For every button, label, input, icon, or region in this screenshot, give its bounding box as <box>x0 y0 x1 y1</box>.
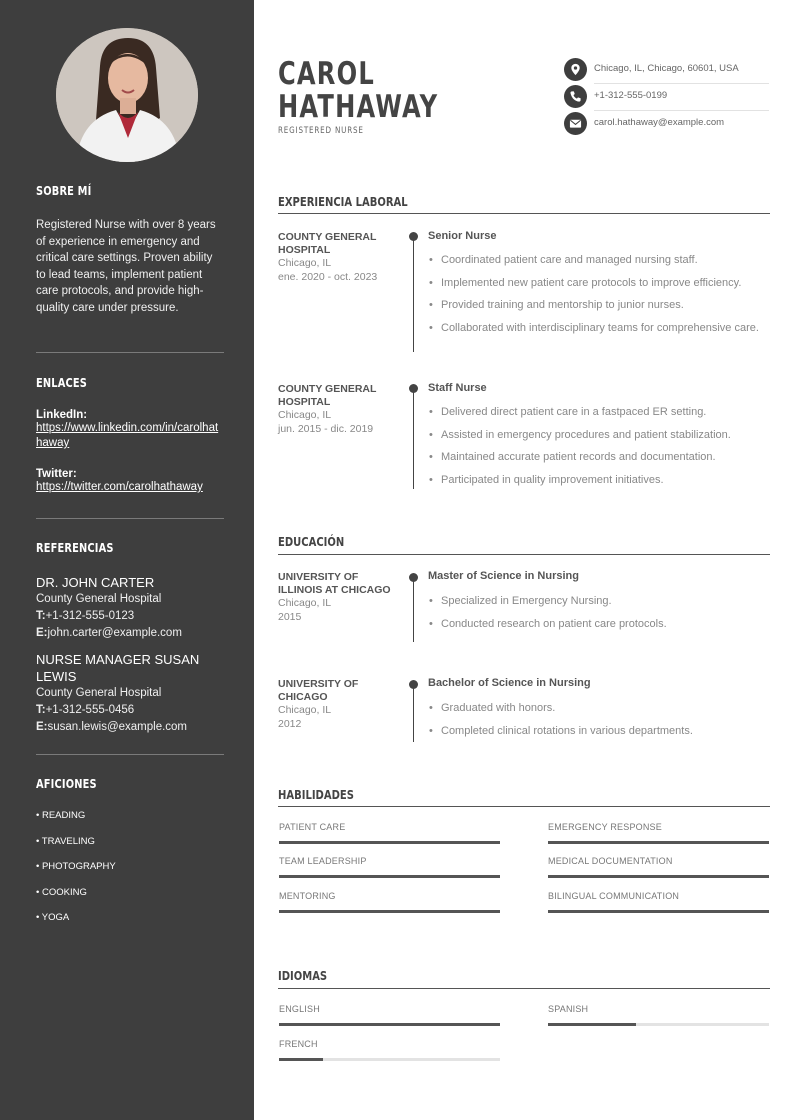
about-section <box>36 184 224 198</box>
reference-name: NURSE MANAGER SUSAN LEWIS <box>36 652 200 684</box>
skill-fill <box>548 875 769 878</box>
language-name: SPANISH <box>548 1004 589 1014</box>
language-fill <box>548 1023 636 1026</box>
skill-name: EMERGENCY RESPONSE <box>548 822 662 832</box>
twitter-label: Twitter: <box>36 468 77 480</box>
last-name: HATHAWAY <box>278 89 439 125</box>
language-track <box>279 1058 500 1061</box>
job-dates: jun. 2015 - dic. 2019 <box>278 422 374 435</box>
references-heading: REFERENCIAS <box>36 541 114 555</box>
section-rule <box>278 213 770 214</box>
reference-email-value: susan.lewis@example.com <box>47 721 188 733</box>
linkedin-url[interactable]: https://www.linkedin.com/in/carolhathaway <box>36 422 219 449</box>
job-title-senior: Senior Nurse <box>428 230 497 242</box>
email-prefix: E: <box>36 721 48 733</box>
skill-name: MENTORING <box>279 891 336 901</box>
about-text: Registered Nurse with over 8 years of experience in emergency and critical care settings. Proven ability to lead teams, implement patient care protocols, and provide high-quality care under pressure. <box>36 219 216 314</box>
job-bullets <box>428 253 773 343</box>
references-heading-wrap <box>36 541 224 555</box>
skill-track <box>279 910 500 913</box>
hobbies-list <box>36 803 224 931</box>
location-pin-icon <box>564 58 587 81</box>
experience-org <box>278 231 396 284</box>
skill-name: PATIENT CARE <box>279 822 346 832</box>
reference-phone <box>36 608 224 625</box>
first-name: CAROL <box>278 56 375 92</box>
bullet-item: • Participated in quality improvement initiatives. <box>428 473 773 488</box>
education-org <box>278 678 396 731</box>
job-bullets <box>428 405 773 495</box>
degree-title: Bachelor of Science in Nursing <box>428 677 591 689</box>
about-heading: SOBRE MÍ <box>36 184 92 198</box>
timeline-line <box>413 236 414 352</box>
bullet-item: • Assisted in emergency procedures and patient stabilization. <box>428 428 773 443</box>
job-dates: ene. 2020 - oct. 2023 <box>278 270 378 283</box>
degree-title: Master of Science in Nursing <box>428 570 579 582</box>
contact-divider <box>594 83 769 84</box>
skill-track <box>548 841 769 844</box>
reference-email <box>36 719 224 736</box>
hobbies-heading-wrap <box>36 777 224 791</box>
links-heading-wrap <box>36 376 224 390</box>
org-location: Chicago, IL <box>278 257 332 269</box>
skill-fill <box>279 875 500 878</box>
timeline-line <box>413 577 414 642</box>
reference-item <box>36 574 224 642</box>
bullet-item: • Specialized in Emergency Nursing. <box>428 594 773 609</box>
timeline-line <box>413 388 414 489</box>
skill-item <box>279 822 500 832</box>
links-heading: ENLACES <box>36 376 88 390</box>
education-heading: EDUCACIÓN <box>278 534 345 549</box>
school-year: 2012 <box>278 717 302 730</box>
school-location: Chicago, IL <box>278 597 332 609</box>
section-rule <box>278 554 770 555</box>
bullet-item: • Delivered direct patient care in a fastpaced ER setting. <box>428 405 773 420</box>
school-name: UNIVERSITY OF CHICAGO <box>278 678 359 703</box>
skill-fill <box>548 841 769 844</box>
reference-phone <box>36 702 224 719</box>
org-name: COUNTY GENERAL HOSPITAL <box>278 231 377 256</box>
bullet-item: • Coordinated patient care and managed nursing staff. <box>428 253 773 268</box>
linkedin-label: LinkedIn: <box>36 409 88 421</box>
bullet-item: • Completed clinical rotations in various departments. <box>428 724 773 739</box>
twitter-link-block <box>36 468 224 495</box>
sidebar-divider <box>36 518 224 519</box>
skill-track <box>548 910 769 913</box>
language-item <box>279 1004 500 1014</box>
sidebar <box>0 0 254 1120</box>
skill-item <box>279 856 500 866</box>
linkedin-link-block <box>36 409 224 451</box>
skill-fill <box>279 841 500 844</box>
languages-heading: IDIOMAS <box>278 968 328 983</box>
section-rule <box>278 988 770 989</box>
address-text: Chicago, IL, Chicago, 60601, USA <box>594 63 739 74</box>
experience-heading: EXPERIENCIA LABORAL <box>278 194 408 209</box>
hobby-item: • READING <box>36 810 86 821</box>
education-org <box>278 571 396 624</box>
skill-item <box>548 891 769 901</box>
reference-phone-value: +1-312-555-0456 <box>45 704 135 716</box>
job-title: REGISTERED NURSE <box>278 126 364 136</box>
hobbies-heading: AFICIONES <box>36 777 97 791</box>
skill-fill <box>279 910 500 913</box>
skill-item <box>548 822 769 832</box>
language-name: ENGLISH <box>279 1004 320 1014</box>
twitter-url[interactable]: https://twitter.com/carolhathaway <box>36 481 203 493</box>
hobby-item: • YOGA <box>36 912 70 923</box>
contact-divider <box>594 110 769 111</box>
language-track <box>548 1023 769 1026</box>
bullet-item: • Conducted research on patient care protocols. <box>428 617 773 632</box>
skill-name: MEDICAL DOCUMENTATION <box>548 856 673 866</box>
language-fill <box>279 1023 500 1026</box>
email-prefix: E: <box>36 627 48 639</box>
degree-bullets <box>428 594 773 639</box>
bullet-item: • Collaborated with interdisciplinary teams for comprehensive care. <box>428 321 773 336</box>
language-name: FRENCH <box>279 1039 318 1049</box>
bullet-item: • Provided training and mentorship to junior nurses. <box>428 298 773 313</box>
sidebar-divider <box>36 352 224 353</box>
school-year: 2015 <box>278 610 302 623</box>
skill-name: TEAM LEADERSHIP <box>279 856 367 866</box>
language-item <box>548 1004 769 1014</box>
contact-email <box>564 112 769 138</box>
contact-phone <box>564 85 769 111</box>
phone-text: +1-312-555-0199 <box>594 90 668 101</box>
bullet-item: • Graduated with honors. <box>428 701 773 716</box>
degree-bullets <box>428 701 773 746</box>
skill-fill <box>548 910 769 913</box>
phone-prefix: T: <box>36 704 46 716</box>
phone-prefix: T: <box>36 610 46 622</box>
skill-track <box>548 875 769 878</box>
experience-org <box>278 383 396 436</box>
sidebar-divider <box>36 754 224 755</box>
org-name: COUNTY GENERAL HOSPITAL <box>278 383 377 408</box>
section-rule <box>278 806 770 807</box>
reference-org: County General Hospital <box>36 687 162 699</box>
hobby-item: • COOKING <box>36 886 87 898</box>
language-item <box>279 1039 500 1049</box>
profile-photo <box>56 28 198 162</box>
bullet-item: • Maintained accurate patient records and documentation. <box>428 450 773 465</box>
school-location: Chicago, IL <box>278 704 332 716</box>
reference-phone-value: +1-312-555-0123 <box>45 610 135 622</box>
language-fill <box>279 1058 323 1061</box>
hobby-item: • TRAVELING <box>36 835 95 847</box>
reference-item <box>36 651 224 736</box>
skill-item <box>279 891 500 901</box>
portrait-image <box>56 28 198 162</box>
bullet-item: • Implemented new patient care protocols to improve efficiency. <box>428 276 773 291</box>
hobby-item: • PHOTOGRAPHY <box>36 861 116 872</box>
email-text: carol.hathaway@example.com <box>594 117 725 128</box>
language-track <box>279 1023 500 1026</box>
skills-heading: HABILIDADES <box>278 787 354 802</box>
contact-address <box>564 58 769 84</box>
org-location: Chicago, IL <box>278 409 332 421</box>
skill-track <box>279 875 500 878</box>
timeline-line <box>413 684 414 742</box>
envelope-icon <box>564 112 587 135</box>
reference-name: DR. JOHN CARTER <box>36 575 155 590</box>
skill-track <box>279 841 500 844</box>
reference-email <box>36 625 224 642</box>
reference-org: County General Hospital <box>36 593 162 605</box>
skill-name: BILINGUAL COMMUNICATION <box>548 891 680 901</box>
job-title-staff: Staff Nurse <box>428 382 487 394</box>
phone-icon <box>564 85 587 108</box>
school-name: UNIVERSITY OF ILLINOIS AT CHICAGO <box>278 571 391 596</box>
reference-email-value: john.carter@example.com <box>47 627 182 639</box>
skill-item <box>548 856 769 866</box>
